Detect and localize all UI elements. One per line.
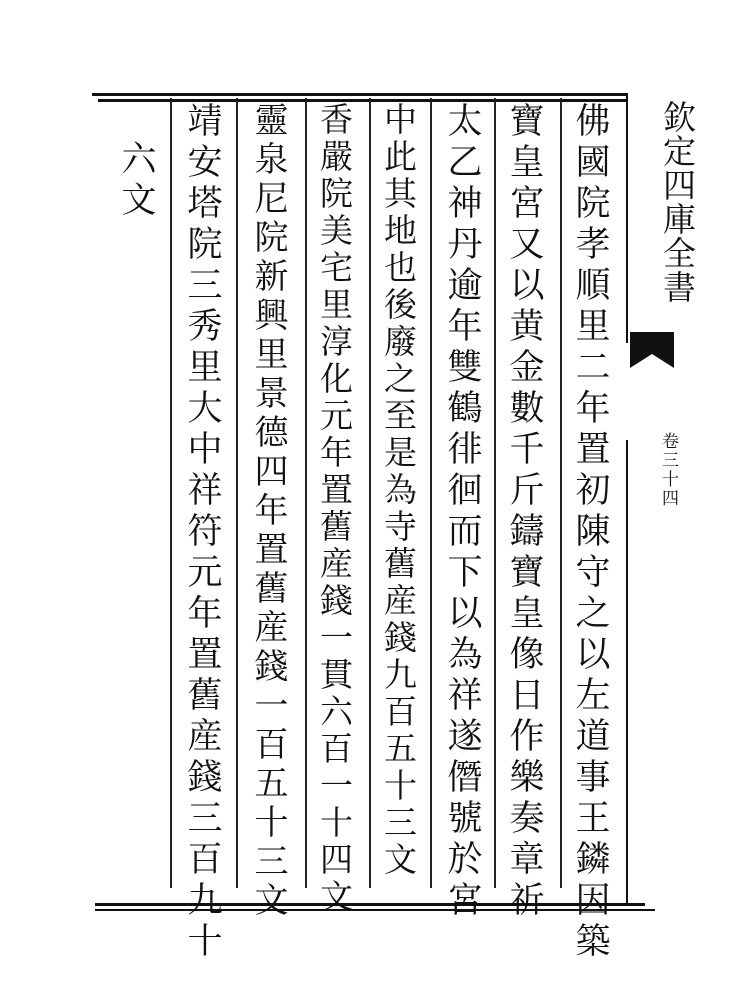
column-divider bbox=[560, 98, 562, 888]
bottom-border bbox=[95, 903, 645, 906]
column-divider bbox=[170, 98, 172, 888]
column-divider bbox=[236, 98, 238, 888]
text-column-6: 靈泉尼院新興里景德四年置舊産錢一百五十三文 bbox=[248, 102, 288, 921]
margin-juan-number: 卷三十四 bbox=[658, 432, 678, 508]
text-column-2: 寶皇宮又以黄金數千斤鑄寶皇像日作樂奏章祈 bbox=[504, 102, 544, 922]
top-border bbox=[92, 93, 627, 96]
text-column-4: 中此其地也後廢之至是為寺舊産錢九百五十三文 bbox=[379, 102, 418, 879]
right-outer-border-lower bbox=[626, 440, 628, 905]
column-divider bbox=[305, 98, 307, 888]
margin-title: 欽定四庫全書 bbox=[658, 100, 697, 304]
top-border-thick bbox=[98, 99, 627, 102]
text-column-1: 佛國院孝順里二年置初陳守之以左道事王鏻因築 bbox=[570, 102, 610, 963]
fishtail-mark-icon bbox=[628, 330, 676, 370]
text-column-3: 太乙神丹逾年雙鶴徘徊而下以為祥遂僭號於宮 bbox=[442, 102, 482, 922]
column-divider bbox=[430, 98, 432, 888]
text-column-8: 六文 bbox=[116, 140, 156, 222]
text-column-7: 靖安塔院三秀里大中祥符元年置舊産錢三百九十 bbox=[182, 102, 222, 963]
right-outer-border bbox=[626, 93, 628, 343]
text-column-5: 香嚴院美宅里淳化元年置舊産錢一貫六百一十四文 bbox=[315, 102, 354, 916]
column-divider bbox=[494, 98, 496, 888]
column-divider bbox=[369, 98, 371, 888]
